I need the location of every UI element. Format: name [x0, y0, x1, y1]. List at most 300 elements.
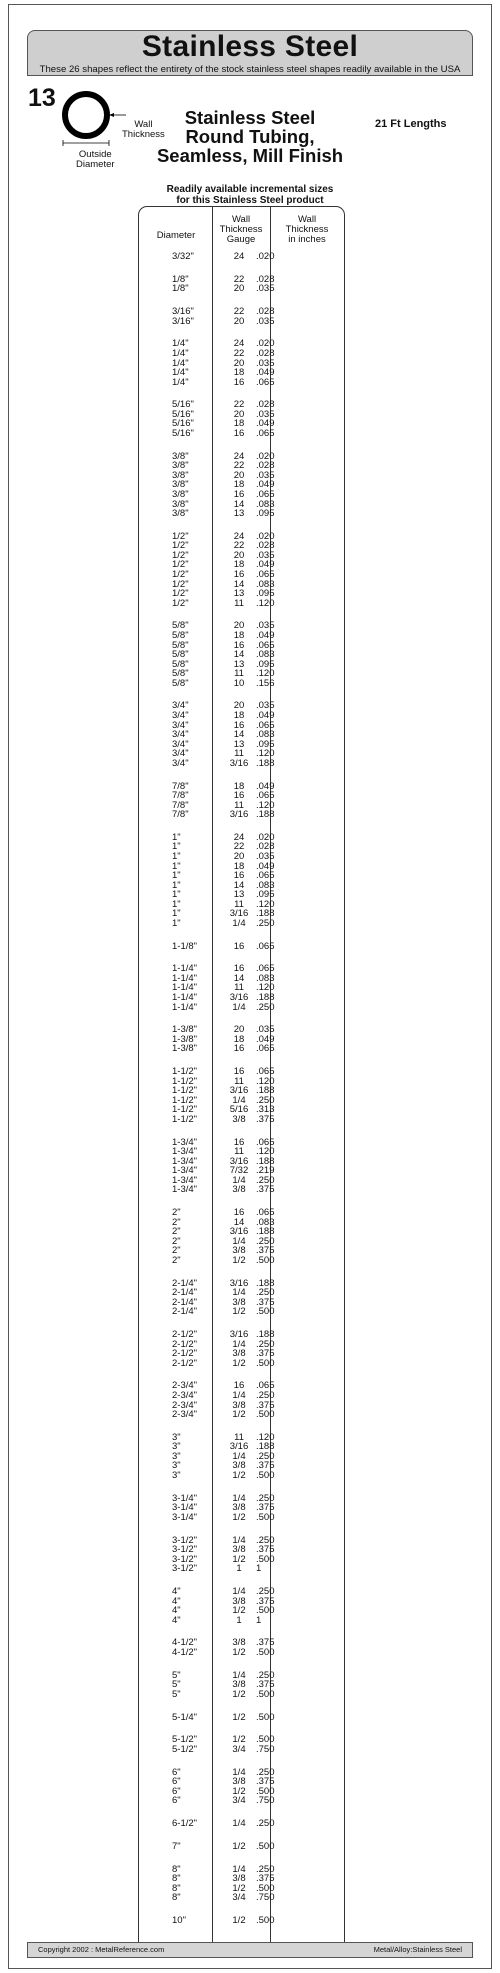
cell-inches: .083 — [256, 729, 275, 741]
cell-diameter: 1" — [172, 917, 181, 929]
cell-inches: .049 — [256, 860, 275, 872]
cell-inches: .065 — [256, 940, 275, 952]
cell-inches: .500 — [256, 1840, 275, 1852]
cell-inches: .500 — [256, 1646, 275, 1658]
cell-gauge: 3/8 — [232, 1544, 246, 1556]
page-subtitle: These 26 shapes reflect the entirety of the stock stainless steel shapes readily available in the USA — [39, 64, 461, 75]
cell-gauge: 3/8 — [232, 1184, 246, 1196]
cell-gauge: 16 — [233, 963, 245, 975]
cell-gauge: 16 — [233, 940, 245, 952]
cell-inches: .020 — [256, 338, 275, 350]
cell-gauge: 3/16 — [229, 1329, 249, 1340]
cell-diameter: 3" — [172, 1431, 181, 1443]
cell-diameter: 2" — [172, 1254, 181, 1266]
cell-inches: .188 — [256, 757, 275, 769]
cell-gauge: 1/2 — [232, 1646, 246, 1658]
cell-inches: .750 — [256, 1795, 275, 1807]
cell-gauge: 20 — [233, 315, 245, 327]
cell-inches: .500 — [256, 1254, 275, 1266]
cell-diameter: 2" — [172, 1245, 181, 1257]
cell-gauge: 11 — [234, 898, 244, 910]
cell-inches: .250 — [256, 1094, 275, 1106]
cell-inches: .049 — [256, 367, 275, 378]
cell-diameter: 5/8" — [172, 649, 189, 660]
cell-inches: .250 — [256, 1338, 275, 1350]
cell-gauge: 20 — [233, 850, 245, 862]
cell-gauge: 18 — [233, 780, 245, 792]
cell-gauge: 16 — [233, 1207, 245, 1219]
cell-inches: .035 — [256, 620, 275, 632]
cell-inches: .188 — [256, 1155, 275, 1167]
table-row — [139, 1044, 344, 1054]
cell-gauge: 1/4 — [232, 1492, 246, 1504]
cell-diameter: 1" — [172, 850, 181, 862]
table-row — [139, 1410, 344, 1420]
cell-diameter: 5" — [172, 1688, 181, 1700]
table-row — [139, 317, 344, 327]
cell-inches: .120 — [256, 1431, 275, 1443]
cell-inches: .065 — [256, 790, 275, 801]
header-gauge: Wall Thickness Gauge — [219, 214, 263, 245]
cell-inches: .035 — [256, 549, 275, 561]
cell-diameter: 2-3/4" — [172, 1380, 198, 1392]
cell-inches: .120 — [256, 668, 275, 680]
cell-gauge: 20 — [233, 700, 245, 712]
cell-diameter: 6" — [172, 1776, 181, 1788]
cell-inches: .120 — [256, 1146, 275, 1158]
cell-diameter: 8" — [172, 1863, 181, 1875]
cell-inches: .188 — [256, 1329, 275, 1340]
table-row — [139, 599, 344, 609]
cell-diameter: 1" — [172, 841, 181, 853]
cell-inches: .035 — [256, 700, 275, 712]
table-row — [139, 942, 344, 952]
cell-diameter: 3/8" — [172, 479, 189, 491]
cell-gauge: 20 — [233, 549, 245, 561]
cell-inches: .028 — [256, 273, 275, 285]
cell-gauge: 1/4 — [232, 1669, 246, 1681]
cell-inches: .500 — [256, 1734, 275, 1746]
cell-diameter: 1/4" — [172, 376, 189, 388]
cell-gauge: 3/8 — [232, 1502, 246, 1514]
cell-inches: .500 — [256, 1914, 275, 1926]
cell-gauge: 1 — [236, 1563, 242, 1575]
cell-gauge: 16 — [233, 488, 245, 500]
cell-inches: .035 — [256, 469, 275, 481]
cell-diameter: 6" — [172, 1795, 181, 1807]
cell-diameter: 1/2" — [172, 540, 189, 552]
cell-diameter: 1" — [172, 889, 181, 901]
cell-gauge: 24 — [233, 831, 245, 843]
cell-gauge: 1/2 — [232, 1785, 246, 1797]
footer-path: Metal/Alloy:Stainless Steel — [373, 1945, 462, 1954]
cell-gauge: 20 — [233, 469, 245, 481]
cell-gauge: 22 — [233, 273, 245, 285]
cell-gauge: 13 — [233, 588, 245, 600]
cell-diameter: 1" — [172, 831, 181, 843]
cell-diameter: 3/8" — [172, 460, 189, 472]
cell-inches: .083 — [256, 578, 275, 590]
cell-diameter: 2-1/2" — [172, 1338, 198, 1350]
cell-diameter: 1/4" — [172, 347, 189, 359]
cell-inches: .095 — [256, 889, 275, 901]
cell-gauge: 14 — [233, 649, 245, 660]
cell-inches: .188 — [256, 908, 275, 920]
cell-gauge: 3/4 — [232, 1892, 246, 1904]
cell-inches: .500 — [256, 1553, 275, 1565]
cell-diameter: 3/4" — [172, 710, 189, 721]
cell-diameter: 6-1/2" — [172, 1818, 198, 1829]
cell-diameter: 1-1/8" — [172, 940, 198, 952]
cell-inches: .028 — [256, 347, 275, 359]
cell-diameter: 1" — [172, 870, 181, 881]
cell-inches: .500 — [256, 1688, 275, 1700]
cell-inches: .020 — [256, 251, 275, 262]
cell-inches: .065 — [256, 1043, 275, 1055]
cell-diameter: 1-1/2" — [172, 1085, 198, 1097]
cell-gauge: 1/2 — [232, 1688, 246, 1700]
cell-inches: .035 — [256, 283, 275, 295]
cell-diameter: 2-1/2" — [172, 1348, 198, 1360]
cell-inches: .375 — [256, 1637, 275, 1649]
table-row — [139, 1893, 344, 1903]
cell-inches: .188 — [256, 1277, 275, 1289]
cell-diameter: 3" — [172, 1450, 181, 1462]
cell-inches: .500 — [256, 1470, 275, 1481]
cell-gauge: 16 — [233, 1043, 245, 1055]
outside-diameter-label: Outside Diameter — [76, 149, 115, 170]
cell-inches: .250 — [256, 1492, 275, 1504]
cell-gauge: 14 — [233, 498, 245, 510]
cell-diameter: 1" — [172, 879, 181, 891]
cell-inches: .065 — [256, 639, 275, 651]
cell-inches: .035 — [256, 408, 275, 420]
cell-gauge: 22 — [233, 841, 245, 853]
cell-gauge: 22 — [233, 306, 245, 317]
cell-inches: .250 — [256, 1174, 275, 1186]
cell-inches: .188 — [256, 1441, 275, 1453]
cell-inches: .065 — [256, 870, 275, 881]
cell-inches: .500 — [256, 1605, 275, 1617]
cell-diameter: 1-3/4" — [172, 1165, 198, 1177]
table-row — [139, 1003, 344, 1013]
cell-inches: .156 — [256, 677, 275, 689]
cell-gauge: 24 — [233, 338, 245, 350]
cell-gauge: 20 — [233, 283, 245, 295]
table-row — [139, 1916, 344, 1926]
cell-gauge: 16 — [233, 1136, 245, 1148]
cell-inches: .375 — [256, 1544, 275, 1556]
cell-inches: .028 — [256, 306, 275, 317]
table-row — [139, 1648, 344, 1658]
cell-gauge: 18 — [233, 710, 245, 721]
cell-diameter: 3/8" — [172, 508, 189, 519]
cell-diameter: 1-1/2" — [172, 1075, 198, 1087]
cell-gauge: 1/4 — [232, 1766, 246, 1778]
cell-diameter: 1-3/4" — [172, 1155, 198, 1167]
cell-diameter: 7/8" — [172, 809, 189, 821]
cell-gauge: 13 — [233, 738, 245, 750]
cell-gauge: 16 — [233, 569, 245, 580]
cell-diameter: 2-1/4" — [172, 1306, 198, 1318]
cell-gauge: 14 — [233, 729, 245, 741]
cell-gauge: 11 — [234, 748, 244, 760]
cell-gauge: 1/4 — [232, 1174, 246, 1186]
cell-inches: .020 — [256, 530, 275, 542]
cell-inches: .375 — [256, 1776, 275, 1788]
cell-gauge: 1/4 — [232, 917, 246, 929]
table-row — [139, 1564, 344, 1574]
table-row — [139, 378, 344, 388]
cell-diameter: 1-1/4" — [172, 991, 198, 1003]
cell-diameter: 1/4" — [172, 338, 189, 350]
cell-inches: .375 — [256, 1184, 275, 1196]
cell-inches: .250 — [256, 1818, 275, 1829]
cell-inches: .028 — [256, 841, 275, 853]
cell-gauge: 20 — [233, 357, 245, 369]
cell-gauge: 11 — [234, 1075, 244, 1087]
cell-gauge: 24 — [233, 530, 245, 542]
cell-inches: .120 — [256, 982, 275, 994]
cell-diameter: 6" — [172, 1785, 181, 1797]
cell-diameter: 2-1/2" — [172, 1357, 198, 1369]
cell-inches: .020 — [256, 450, 275, 462]
cell-inches: .250 — [256, 1534, 275, 1546]
cell-diameter: 1-1/4" — [172, 1001, 198, 1013]
table-row — [139, 919, 344, 929]
length-note: 21 Ft Lengths — [375, 118, 447, 130]
cell-diameter: 1-3/4" — [172, 1174, 198, 1186]
cell-inches: .375 — [256, 1460, 275, 1472]
cell-gauge: 1/2 — [232, 1914, 246, 1926]
cell-inches: .375 — [256, 1679, 275, 1691]
cell-diameter: 2" — [172, 1216, 181, 1228]
cell-gauge: 1/4 — [232, 1818, 246, 1829]
cell-diameter: 1/2" — [172, 588, 189, 600]
cell-gauge: 18 — [233, 860, 245, 872]
cell-gauge: 10 — [233, 677, 245, 689]
cell-gauge: 1/2 — [232, 1357, 246, 1369]
cell-diameter: 1-3/8" — [172, 1033, 198, 1045]
cell-inches: .049 — [256, 418, 275, 430]
cell-diameter: 1/2" — [172, 578, 189, 590]
cell-gauge: 3/16 — [229, 1226, 249, 1238]
cell-inches: .028 — [256, 399, 275, 411]
cell-gauge: 18 — [233, 629, 245, 641]
cell-inches: .375 — [256, 1399, 275, 1411]
cell-inches: .375 — [256, 1245, 275, 1257]
table-row — [139, 1471, 344, 1481]
cell-diameter: 1/4" — [172, 357, 189, 369]
cell-diameter: 5/8" — [172, 677, 189, 689]
cell-inches: .250 — [256, 1669, 275, 1681]
table-row — [139, 1842, 344, 1852]
cell-diameter: 1-3/4" — [172, 1136, 198, 1148]
cell-gauge: 3/16 — [229, 908, 249, 920]
cell-gauge: 3/16 — [229, 757, 249, 769]
table-row — [139, 679, 344, 689]
cell-gauge: 3/4 — [232, 1743, 246, 1755]
cell-diameter: 3" — [172, 1470, 181, 1481]
cell-inches: .375 — [256, 1502, 275, 1514]
cell-inches: .065 — [256, 1136, 275, 1148]
cell-diameter: 5-1/2" — [172, 1734, 198, 1746]
cell-gauge: 3/16 — [229, 1441, 249, 1453]
cell-inches: .750 — [256, 1892, 275, 1904]
cell-diameter: 5/8" — [172, 668, 189, 680]
cell-inches: .035 — [256, 315, 275, 327]
cell-inches: .095 — [256, 658, 275, 670]
cell-inches: .049 — [256, 629, 275, 641]
cell-gauge: 1/4 — [232, 1338, 246, 1350]
cell-diameter: 7/8" — [172, 799, 189, 811]
cell-gauge: 22 — [233, 460, 245, 472]
title-banner — [27, 30, 473, 76]
cell-diameter: 1-3/4" — [172, 1184, 198, 1196]
cell-inches: .095 — [256, 508, 275, 519]
cell-diameter: 4" — [172, 1586, 181, 1597]
cell-diameter: 3-1/4" — [172, 1502, 198, 1514]
cell-diameter: 1/2" — [172, 530, 189, 542]
cell-gauge: 5/16 — [229, 1104, 249, 1116]
cell-inches: .375 — [256, 1348, 275, 1360]
table-row — [139, 429, 344, 439]
cell-diameter: 3/32" — [172, 251, 194, 262]
cell-diameter: 10" — [172, 1914, 186, 1926]
cell-inches: .188 — [256, 1226, 275, 1238]
cell-gauge: 22 — [233, 540, 245, 552]
cell-gauge: 7/32 — [229, 1165, 249, 1177]
cell-inches: .120 — [256, 748, 275, 760]
cell-diameter: 2-1/4" — [172, 1296, 198, 1308]
cell-inches: .250 — [256, 1389, 275, 1401]
cell-diameter: 5/16" — [172, 399, 194, 411]
cell-diameter: 3-1/2" — [172, 1563, 198, 1575]
cell-inches: .065 — [256, 963, 275, 975]
cell-inches: .120 — [256, 898, 275, 910]
cell-inches: .049 — [256, 559, 275, 571]
cell-gauge: 3/8 — [232, 1460, 246, 1472]
cell-diameter: 3/8" — [172, 498, 189, 510]
cell-inches: .500 — [256, 1357, 275, 1369]
cell-gauge: 1/4 — [232, 1863, 246, 1875]
cell-diameter: 1-1/4" — [172, 963, 198, 975]
cell-gauge: 18 — [233, 1033, 245, 1045]
cell-inches: .500 — [256, 1306, 275, 1318]
cell-diameter: 4" — [172, 1595, 181, 1607]
cell-diameter: 1-1/4" — [172, 982, 198, 994]
cell-gauge: 3/8 — [232, 1595, 246, 1607]
wall-thickness-label: Wall Thickness — [122, 119, 165, 140]
shape-number: 13 — [28, 84, 56, 112]
footer-copyright: Copyright 2002 : MetalReference.com — [38, 1945, 165, 1954]
cell-diameter: 3-1/4" — [172, 1492, 198, 1504]
cell-diameter: 3-1/2" — [172, 1544, 198, 1556]
table-row — [139, 1359, 344, 1369]
cell-inches: .065 — [256, 488, 275, 500]
cell-inches: .035 — [256, 850, 275, 862]
cell-gauge: 16 — [233, 1380, 245, 1392]
cell-inches: .065 — [256, 719, 275, 731]
cell-gauge: 18 — [233, 367, 245, 378]
cell-diameter: 5" — [172, 1679, 181, 1691]
cell-diameter: 7/8" — [172, 780, 189, 792]
cell-diameter: 5/16" — [172, 408, 194, 420]
cell-gauge: 16 — [233, 870, 245, 881]
table-row — [139, 1713, 344, 1723]
table-caption: Readily available incremental sizes for this Stainless Steel product — [166, 184, 334, 206]
cell-gauge: 3/8 — [232, 1245, 246, 1257]
cell-gauge: 3/4 — [232, 1795, 246, 1807]
cell-gauge: 16 — [233, 719, 245, 731]
cell-diameter: 3-1/2" — [172, 1534, 198, 1546]
cell-gauge: 1/4 — [232, 1001, 246, 1013]
cell-inches: .375 — [256, 1595, 275, 1607]
table-row — [139, 1745, 344, 1755]
cell-inches: .250 — [256, 1450, 275, 1462]
cell-gauge: 1 — [236, 1614, 242, 1626]
cell-inches: .250 — [256, 1001, 275, 1013]
table-row — [139, 810, 344, 820]
cell-inches: .375 — [256, 1873, 275, 1884]
cell-diameter: 1" — [172, 908, 181, 920]
cell-gauge: 20 — [233, 408, 245, 420]
cell-gauge: 3/16 — [229, 1155, 249, 1167]
cell-gauge: 1/2 — [232, 1734, 246, 1746]
cell-gauge: 1/4 — [232, 1287, 246, 1299]
cell-gauge: 24 — [233, 251, 245, 262]
cell-inches: .049 — [256, 479, 275, 491]
cell-gauge: 1/2 — [232, 1840, 246, 1852]
cell-inches: .049 — [256, 710, 275, 721]
table-row — [139, 1513, 344, 1523]
cell-gauge: 1/4 — [232, 1389, 246, 1401]
cell-gauge: 1/2 — [232, 1511, 246, 1523]
cell-inches: .250 — [256, 1766, 275, 1778]
cell-diameter: 2" — [172, 1235, 181, 1247]
cell-inches: .188 — [256, 991, 275, 1003]
cell-gauge: 1/2 — [232, 1882, 246, 1894]
cell-inches: .750 — [256, 1743, 275, 1755]
cell-gauge: 14 — [233, 972, 245, 984]
cell-inches: .065 — [256, 1207, 275, 1219]
footer-bar — [27, 1942, 473, 1958]
cell-gauge: 1/2 — [232, 1470, 246, 1481]
cell-diameter: 1/2" — [172, 597, 189, 609]
cell-gauge: 1/4 — [232, 1534, 246, 1546]
cell-inches: .049 — [256, 1033, 275, 1045]
cell-inches: .065 — [256, 428, 275, 439]
cell-diameter: 2-3/4" — [172, 1389, 198, 1401]
cell-gauge: 1/2 — [232, 1605, 246, 1617]
cell-diameter: 5-1/2" — [172, 1743, 198, 1755]
cell-inches: .028 — [256, 540, 275, 552]
cell-gauge: 3/8 — [232, 1776, 246, 1788]
cell-gauge: 16 — [233, 790, 245, 801]
cell-diameter: 1-3/8" — [172, 1043, 198, 1055]
cell-diameter: 2-1/4" — [172, 1287, 198, 1299]
cell-diameter: 4" — [172, 1605, 181, 1617]
cell-gauge: 13 — [233, 658, 245, 670]
cell-diameter: 3-1/4" — [172, 1511, 198, 1523]
cell-gauge: 16 — [233, 376, 245, 388]
cell-diameter: 3/4" — [172, 748, 189, 760]
cell-inches: .120 — [256, 597, 275, 609]
cell-gauge: 18 — [233, 418, 245, 430]
cell-inches: .500 — [256, 1785, 275, 1797]
cell-diameter: 1-3/8" — [172, 1024, 198, 1036]
table-row — [139, 1690, 344, 1700]
